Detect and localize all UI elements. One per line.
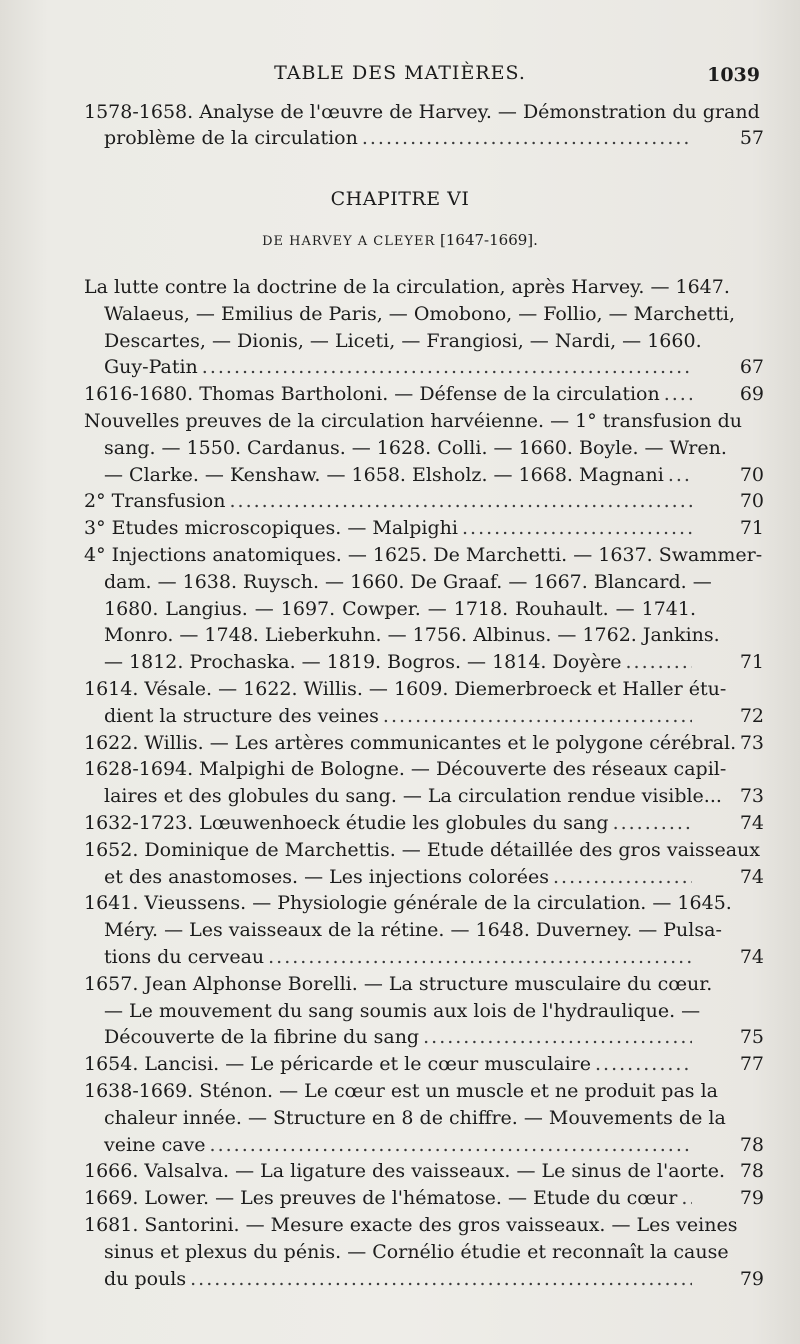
toc-line-text: — Le mouvement du sang soumis aux lois de l'hydraulique. — <box>104 999 701 1022</box>
toc-line-text: 1652. Dominique de Marchettis. — Etude détaillée des gros vaisseaux <box>84 838 760 861</box>
toc-line-text: et des anastomoses. — Les injections colorées <box>104 865 549 888</box>
toc-line-text: — Clarke. — Kenshaw. — 1658. Elsholz. — 1668. Magnani <box>104 463 664 486</box>
toc-page-number: 79 <box>739 1187 764 1210</box>
toc-line <box>104 916 722 944</box>
running-head <box>0 62 800 92</box>
toc-line-text: du pouls <box>104 1267 187 1290</box>
toc-line <box>104 568 712 596</box>
toc-line-text: sinus et plexus du pénis. — Cornélio étudie et reconnaît la cause <box>104 1240 729 1263</box>
toc-page-number: 70 <box>739 463 764 486</box>
toc-line <box>104 1131 696 1159</box>
toc-line-text: Walaeus, — Emilius de Paris, — Omobono, — Follio, — Marchetti, <box>104 302 736 325</box>
toc-line <box>104 353 696 381</box>
toc-line-text: La lutte contre la doctrine de la circulation, après Harvey. — 1647. <box>84 276 730 298</box>
toc-line-text: 1681. Santorini. — Mesure exacte des gros vaisseaux. — Les veines <box>84 1214 738 1236</box>
toc-line <box>84 1184 696 1212</box>
toc-line <box>104 1265 696 1293</box>
toc-line-text: 1669. Lower. — Les preuves de l'hématose. — Etude du cœur <box>84 1187 678 1210</box>
toc-line <box>104 1104 726 1132</box>
toc-line-text: Guy-Patin <box>104 356 198 379</box>
toc-line <box>84 889 732 917</box>
toc-page-number: 71 <box>739 517 764 540</box>
leader-dots <box>190 1265 692 1293</box>
toc-line <box>84 1157 725 1185</box>
toc-line <box>104 621 720 649</box>
toc-line-text: 1666. Valsalva. — La ligature des vaisseaux. — Le sinus de l'aorte. <box>84 1160 725 1183</box>
toc-page-number: 70 <box>739 490 764 513</box>
toc-line-text: 4° Injections anatomiques. — 1625. De Marchetti. — 1637. Swammer- <box>84 544 763 566</box>
toc-line <box>84 836 760 864</box>
toc-line <box>84 407 743 435</box>
toc-line <box>84 970 713 998</box>
toc-page-number: 75 <box>739 1026 764 1049</box>
toc-line <box>84 729 737 757</box>
leader-dots <box>229 487 692 515</box>
toc-line-text: 1622. Willis. — Les artères communicantes et le polygone cérébral. <box>84 731 737 754</box>
toc-line-text: Découverte de la fibrine du sang <box>104 1026 420 1049</box>
toc-line <box>104 300 736 328</box>
toc-page-number: 74 <box>739 865 764 888</box>
toc-line-text: — 1812. Prochaska. — 1819. Bogros. — 1814. Doyère <box>104 651 622 674</box>
toc-page-number: 74 <box>739 812 764 834</box>
toc-line-text: tions du cerveau <box>104 946 265 968</box>
toc-line <box>104 863 696 891</box>
toc-line-text: Descartes, — Dionis, — Liceti, — Frangiosi, — Nardi, — 1660. <box>104 329 702 352</box>
toc-line-text: 1641. Vieussens. — Physiologie générale de la circulation. — 1645. <box>84 892 732 915</box>
toc-line-text: dam. — 1638. Ruysch. — 1660. De Graaf. — 1667. Blancard. — <box>104 570 712 593</box>
toc-line <box>104 782 722 810</box>
toc-page-number: 74 <box>739 946 764 968</box>
toc-line <box>84 1077 718 1105</box>
toc-line-text: sang. — 1550. Cardanus. — 1628. Colli. — 1660. Boyle. — Wren. <box>104 436 727 459</box>
toc-line <box>104 434 727 462</box>
toc-line-text: 1654. Lancisi. — Le péricarde et le cœur musculaire <box>84 1053 591 1076</box>
toc-line <box>104 1238 729 1266</box>
leader-dots <box>383 702 692 730</box>
toc-line <box>84 541 763 569</box>
toc-line <box>104 943 696 971</box>
toc-page-number: 57 <box>739 127 764 149</box>
toc-line-text: dient la structure des veines <box>104 704 379 727</box>
leader-dots <box>462 514 692 542</box>
toc-line <box>104 461 696 489</box>
toc-line-text: 2° Transfusion <box>84 490 226 513</box>
toc-line <box>84 273 730 301</box>
leader-dots <box>626 648 693 676</box>
toc-line-text: 1628-1694. Malpighi de Bologne. — Découverte des réseaux capil- <box>84 758 727 781</box>
chapter-title: CHAPITRE VI <box>330 188 470 210</box>
toc-line-text: Méry. — Les vaisseaux de la rétine. — 1648. Duverney. — Pulsa- <box>104 919 722 942</box>
toc-line-text: 3° Etudes microscopiques. — Malpighi <box>84 517 458 540</box>
leader-dots <box>210 1131 692 1159</box>
toc-page-number: 73 <box>739 731 764 754</box>
toc-page-number: 79 <box>739 1267 764 1290</box>
toc-page-number: 67 <box>739 356 764 379</box>
leader-dots <box>668 461 692 489</box>
toc-line <box>104 997 701 1025</box>
toc-line <box>104 702 696 730</box>
toc-line <box>84 487 696 515</box>
toc-line <box>104 1023 696 1051</box>
toc-page-number: 69 <box>739 383 764 406</box>
toc-page-number: 78 <box>739 1133 764 1156</box>
toc-line <box>84 675 727 703</box>
toc-line-text: chaleur innée. — Structure en 8 de chiffre. — Mouvements de la <box>104 1106 726 1129</box>
toc-line-text: Nouvelles preuves de la circulation harvéienne. — 1° transfusion du <box>84 410 743 432</box>
toc-line-text: 1578-1658. Analyse de l'œuvre de Harvey. — Démonstration du grand <box>84 101 760 123</box>
running-head-page-number: 1039 <box>707 64 760 86</box>
toc-page-number: 77 <box>739 1053 764 1076</box>
toc-line <box>84 514 696 542</box>
toc-page-number: 72 <box>739 704 764 727</box>
leader-dots <box>613 809 692 837</box>
leader-dots <box>553 863 692 891</box>
chapter-subtitle-dates: [1647-1669]. <box>440 231 538 249</box>
toc-page-number: 73 <box>739 785 764 808</box>
toc-line-text: 1657. Jean Alphonse Borelli. — La structure musculaire du cœur. <box>84 972 713 995</box>
toc-line-text: 1614. Vésale. — 1622. Willis. — 1609. Diemerbroeck et Haller étu- <box>84 678 727 700</box>
toc-line <box>104 327 702 355</box>
toc-page-number: 78 <box>739 1160 764 1183</box>
toc-line <box>84 1211 738 1239</box>
leader-dots <box>362 124 692 152</box>
toc-line-text: 1680. Langius. — 1697. Cowper. — 1718. Rouhault. — 1741. <box>104 597 696 620</box>
toc-page-number: 71 <box>739 651 764 674</box>
toc-line-text: Monro. — 1748. Lieberkuhn. — 1756. Albinus. — 1762. Jankins. <box>104 624 720 647</box>
toc-line-text: 1632-1723. Lœuwenhoeck étudie les globules du sang <box>84 812 609 834</box>
running-head-title: TABLE DES MATIÈRES. <box>274 62 526 84</box>
leader-dots <box>423 1023 692 1051</box>
toc-line-text: laires et des globules du sang. — La circulation rendue visible... <box>104 785 722 808</box>
toc-line <box>104 648 696 676</box>
toc-line <box>104 595 696 623</box>
toc-line-text: veine cave <box>104 1133 206 1156</box>
toc-line-text: problème de la circulation <box>104 127 358 149</box>
leader-dots <box>595 1050 692 1078</box>
chapter-subtitle-text: DE HARVEY A CLEYER <box>262 234 436 249</box>
toc-line <box>84 98 760 126</box>
leader-dots <box>664 380 692 408</box>
toc-line <box>104 124 696 152</box>
leader-dots <box>202 353 692 381</box>
toc-line <box>84 380 696 408</box>
toc-line <box>84 1050 696 1078</box>
leader-dots <box>268 943 692 971</box>
leader-dots <box>681 1184 692 1212</box>
toc-line <box>84 809 696 837</box>
chapter-subtitle <box>0 231 800 249</box>
toc-line-text: 1638-1669. Sténon. — Le cœur est un muscle et ne produit pas la <box>84 1080 718 1102</box>
toc-line-text: 1616-1680. Thomas Bartholoni. — Défense de la circulation <box>84 383 660 406</box>
toc-line <box>84 755 727 783</box>
